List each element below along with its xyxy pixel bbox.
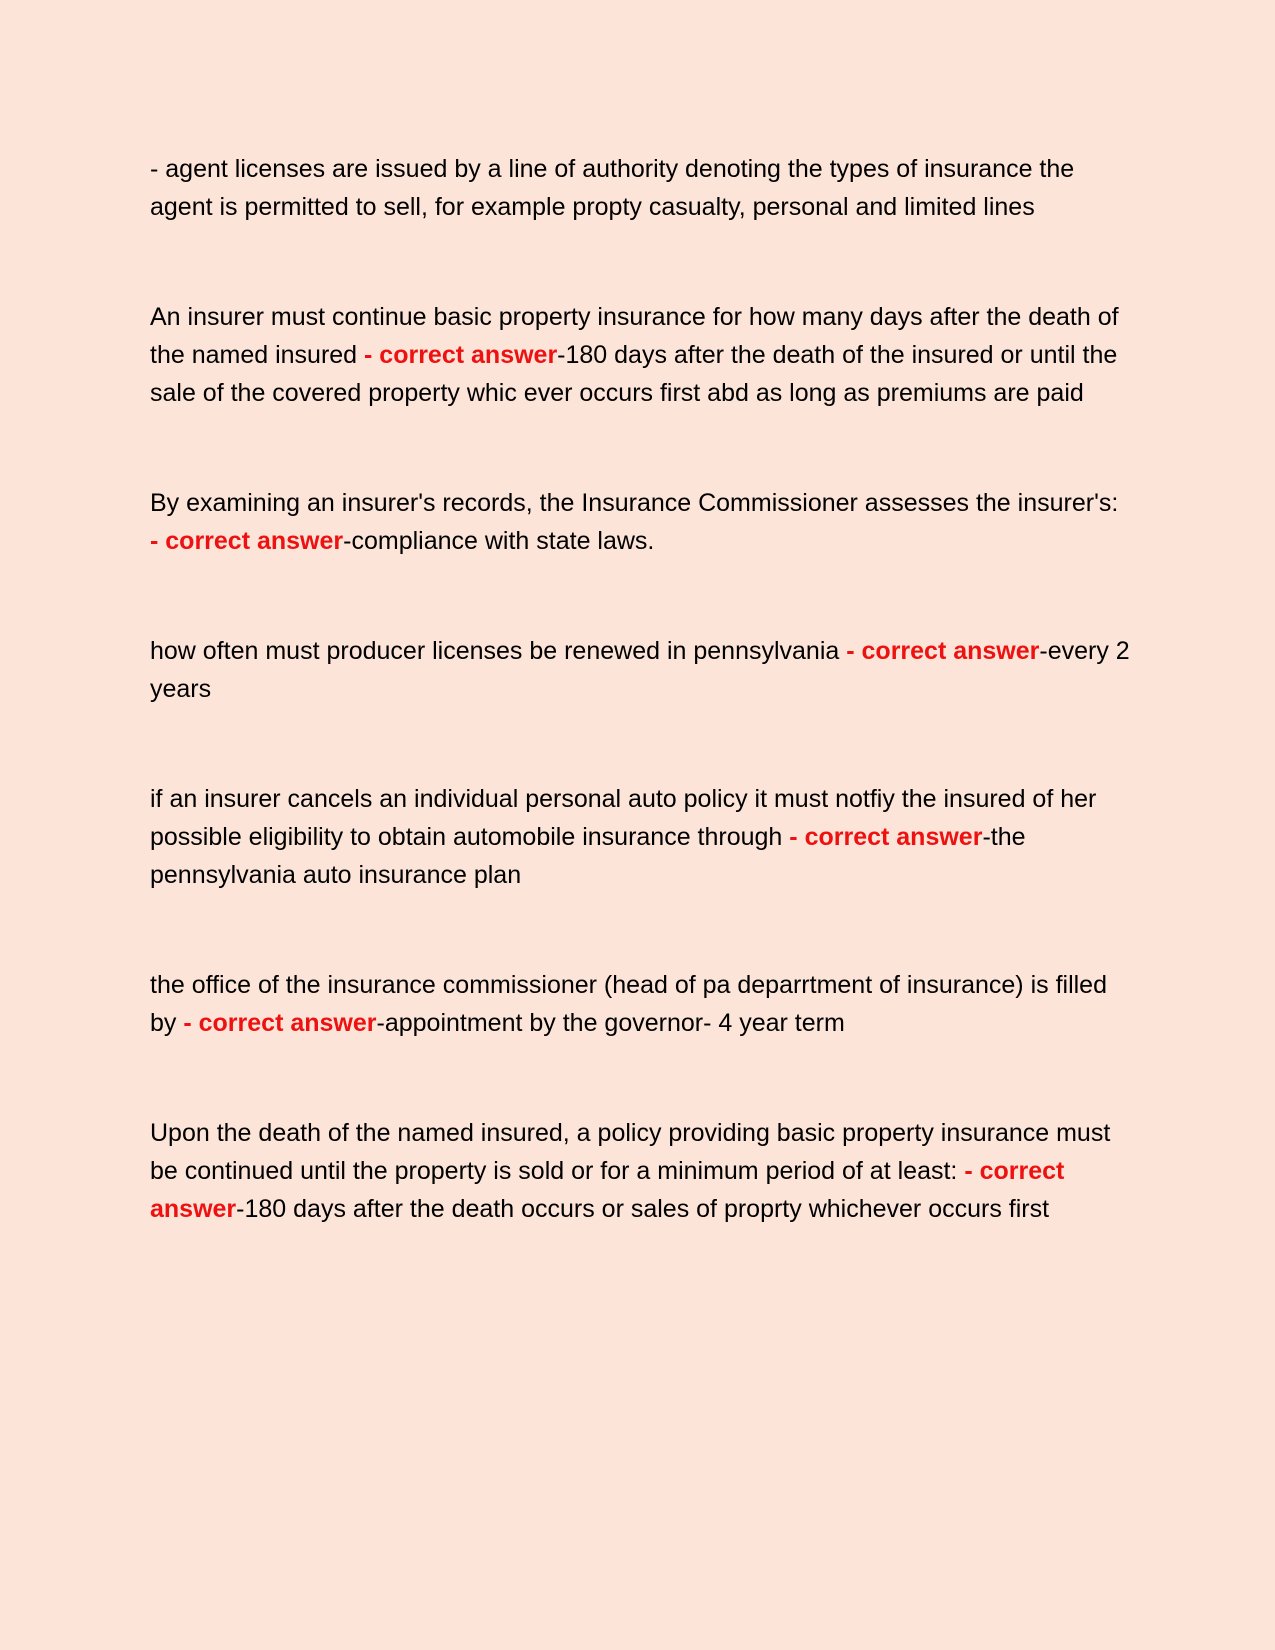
question-text: if an insurer cancels an individual personal auto policy it must notfiy the insured of her possible eligibility to obtain automobile insurance through: [150, 785, 1097, 851]
answer-text: -every 2 years: [150, 637, 1130, 703]
question-text: An insurer must continue basic property insurance for how many days after the death of the named insured: [150, 303, 1119, 369]
flashcard-entry: [150, 780, 1130, 894]
correct-answer-marker: - correct answer: [846, 637, 1040, 665]
correct-answer-marker: - correct answer: [364, 341, 558, 369]
answer-text: -appointment by the governor- 4 year term: [376, 1009, 845, 1037]
correct-answer-marker: - correct answer: [789, 823, 983, 851]
flashcard-entry: [150, 484, 1130, 560]
answer-text: -compliance with state laws.: [343, 527, 655, 555]
flashcard-entry: [150, 150, 1130, 226]
correct-answer-marker: - correct answer: [150, 1157, 1065, 1223]
flashcard-entry: [150, 1114, 1130, 1228]
flashcard-entry: [150, 298, 1130, 412]
flashcard-entry: [150, 632, 1130, 708]
correct-answer-marker: - correct answer: [150, 527, 344, 555]
answer-text: -180 days after the death occurs or sales of proprty whichever occurs first: [236, 1195, 1050, 1223]
question-text: how often must producer licenses be renewed in pennsylvania: [150, 637, 847, 665]
answer-text: -180 days after the death of the insured or until the sale of the covered property whic ever occurs first abd as long as premiums are paid: [150, 341, 1118, 407]
answer-text: - agent licenses are issued by a line of authority denoting the types of insurance the agent is permitted to sell, for example propty casualty, personal and limited lines: [150, 155, 1075, 221]
question-text: the office of the insurance commissioner (head of pa deparrtment of insurance) is filled by: [150, 971, 1107, 1037]
document-page: [150, 150, 1130, 1300]
question-text: Upon the death of the named insured, a policy providing basic property insurance must be continued until the property is sold or for a minimum period of at least:: [150, 1119, 1111, 1185]
flashcard-entry: [150, 966, 1130, 1042]
answer-text: -the pennsylvania auto insurance plan: [150, 823, 1026, 889]
question-text: By examining an insurer's records, the Insurance Commissioner assesses the insurer's:: [150, 489, 1119, 517]
correct-answer-marker: - correct answer: [183, 1009, 377, 1037]
